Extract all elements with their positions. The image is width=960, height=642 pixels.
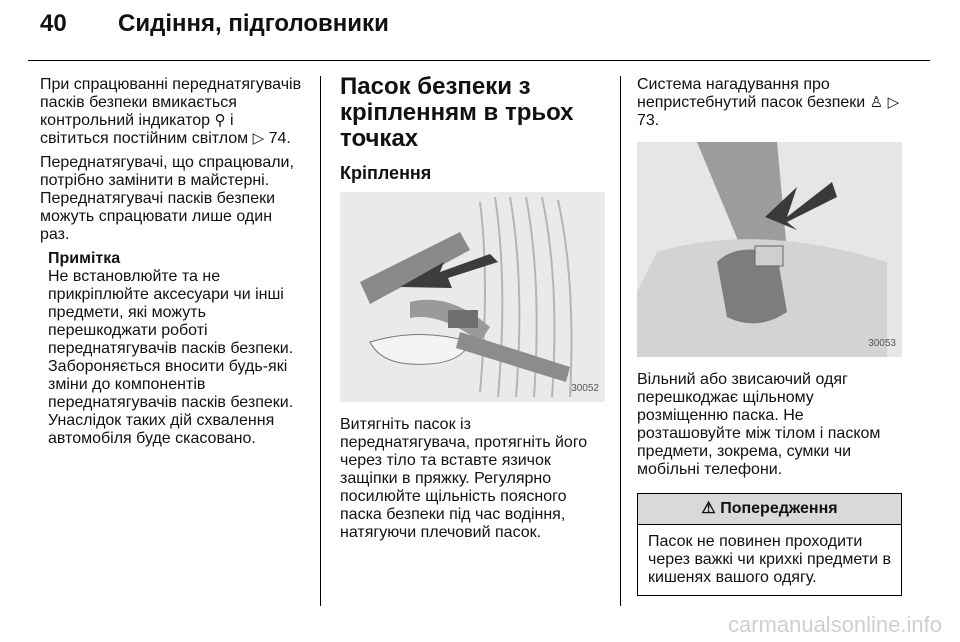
warning-text: Пасок не повинен проходити через важкі чи крихкі предмети в кишенях вашого одягу. <box>648 533 891 586</box>
pretensioner-replace-paragraph: Переднатягувачі, що спрацювали, потрібно замінити в майстерні. Переднатягувачі пасків безпеки можуть спрацювати лише один раз. <box>40 154 294 243</box>
watermark: carmanualsonline.info <box>727 612 942 637</box>
reference-arrow-icon: ▷ <box>252 130 265 147</box>
figure-label: 30053 <box>868 338 896 349</box>
column-middle <box>340 73 605 548</box>
page-reference: 74. <box>268 130 291 147</box>
paragraph-text: При спрацюванні переднатягувачів пасків безпеки вмикається контрольний індикатор <box>40 76 302 129</box>
warning-header <box>638 494 901 525</box>
reference-arrow-icon: ▷ <box>887 94 900 111</box>
subsection-title: Кріплення <box>340 163 432 183</box>
column-divider-1 <box>320 76 321 606</box>
header-divider <box>28 60 930 61</box>
page-reference: 73. <box>637 112 660 129</box>
clothing-paragraph: Вільний або звисаючий одяг перешкоджає щільному розміщенню паска. Не розташовуйте між тілом і паском предмети, зокрема, сумки чи мобільні телефони. <box>637 371 881 478</box>
note-title: Примітка <box>48 250 121 267</box>
pretensioner-indicator-icon: ⚲ <box>214 112 226 129</box>
seatbelt-fastening-illustration <box>340 192 605 402</box>
page-title: Сидіння, підголовники <box>118 10 389 37</box>
column-divider-2 <box>620 76 621 606</box>
warning-box <box>637 493 902 596</box>
warning-triangle-icon: ⚠ <box>701 500 716 517</box>
column-right <box>637 76 902 596</box>
reminder-paragraph <box>637 76 902 130</box>
figure-label: 30052 <box>571 383 599 394</box>
paragraph-text-tail: і світиться постійним світлом <box>40 112 249 147</box>
fastening-instructions: Витягніть пасок із переднатягувача, протягніть його через тіло та вставте язичок защіпки в пряжку. Регулярно посилюйте щільність поясного паска безпеки під час водіння, натягуючи плечовий пасок. <box>340 416 588 541</box>
section-title: Пасок безпеки з кріпленням в трьох точках <box>340 73 574 152</box>
warning-title: Попередження <box>720 500 838 517</box>
pretensioner-indicator-paragraph <box>40 76 305 148</box>
column-left <box>40 76 305 448</box>
note-block <box>48 250 305 448</box>
page-number: 40 <box>40 10 67 37</box>
seatbelt-buckle-illustration <box>637 142 902 357</box>
seatbelt-reminder-icon: ♙ <box>869 94 884 111</box>
note-text: Не встановлюйте та не прикріплюйте аксесуари чи інші предмети, які можуть перешкоджати роботі переднатягувачів пасків безпеки. Забороняється вносити будь-які зміни до компонентів переднатягувачів пасків безпеки. Унаслідок таких дій схвалення автомобіля буде скасовано. <box>48 268 294 447</box>
reminder-text: Система нагадування про непристебнутий пасок безпеки <box>637 76 866 111</box>
